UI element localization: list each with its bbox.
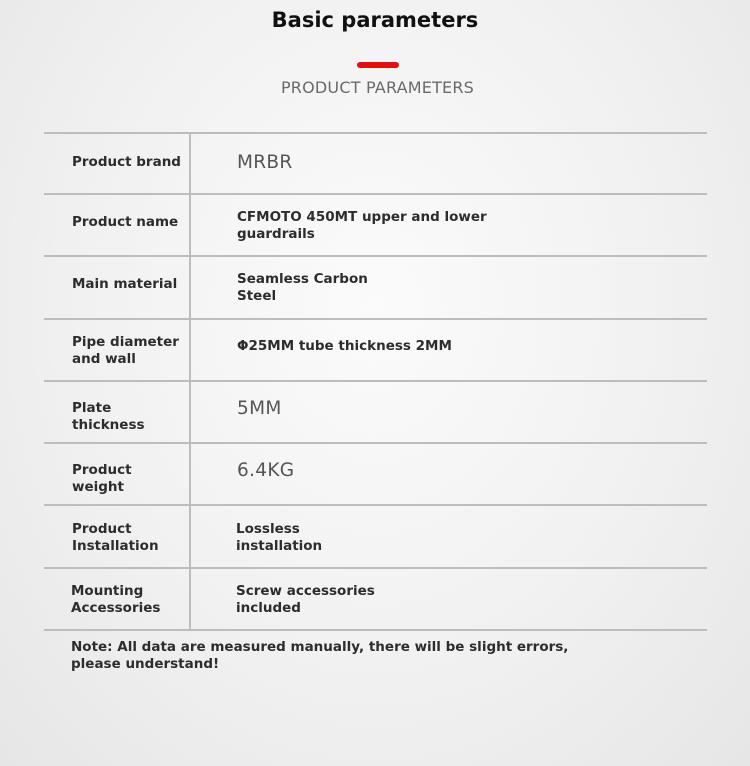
param-value-pipe: Φ25MM tube thickness 2MM [237,338,452,354]
param-value-accessories: Screw accessories included [236,583,375,616]
table-row [44,320,707,382]
column-divider [189,257,191,318]
title-accent-bar [357,62,399,68]
table-row [44,506,707,569]
column-divider [189,320,191,380]
param-label-pipe: Pipe diameter and wall [72,334,179,367]
table-row [44,134,707,195]
page-subtitle: PRODUCT PARAMETERS [280,78,475,97]
param-label-weight: Product weight [72,462,132,495]
param-label-material: Main material [72,276,178,292]
param-label-plate: Plate thickness [72,400,145,433]
column-divider [189,506,191,567]
param-label-name: Product name [72,214,179,230]
column-divider [189,569,191,629]
table-row [44,382,707,444]
table-row [44,444,707,506]
column-divider [189,195,191,255]
page-title: Basic parameters [271,8,479,32]
table-row [44,569,707,631]
param-label-brand: Product brand [72,154,181,170]
param-value-name: CFMOTO 450MT upper and lower guardrails [237,209,487,242]
param-value-plate: 5MM [237,398,282,419]
param-value-material: Seamless Carbon Steel [237,271,368,304]
column-divider [189,444,191,504]
disclaimer-note: Note: All data are measured manually, there will be slight errors, please understand! [71,639,569,672]
column-divider [189,382,191,442]
param-label-accessories: Mounting Accessories [71,583,161,616]
parameters-table [44,132,707,631]
table-row [44,195,707,257]
table-row [44,257,707,320]
param-value-weight: 6.4KG [237,460,295,481]
param-value-brand: MRBR [237,152,293,173]
param-value-installation: Lossless installation [236,521,323,554]
column-divider [189,134,191,193]
param-label-installation: Product Installation [72,521,159,554]
